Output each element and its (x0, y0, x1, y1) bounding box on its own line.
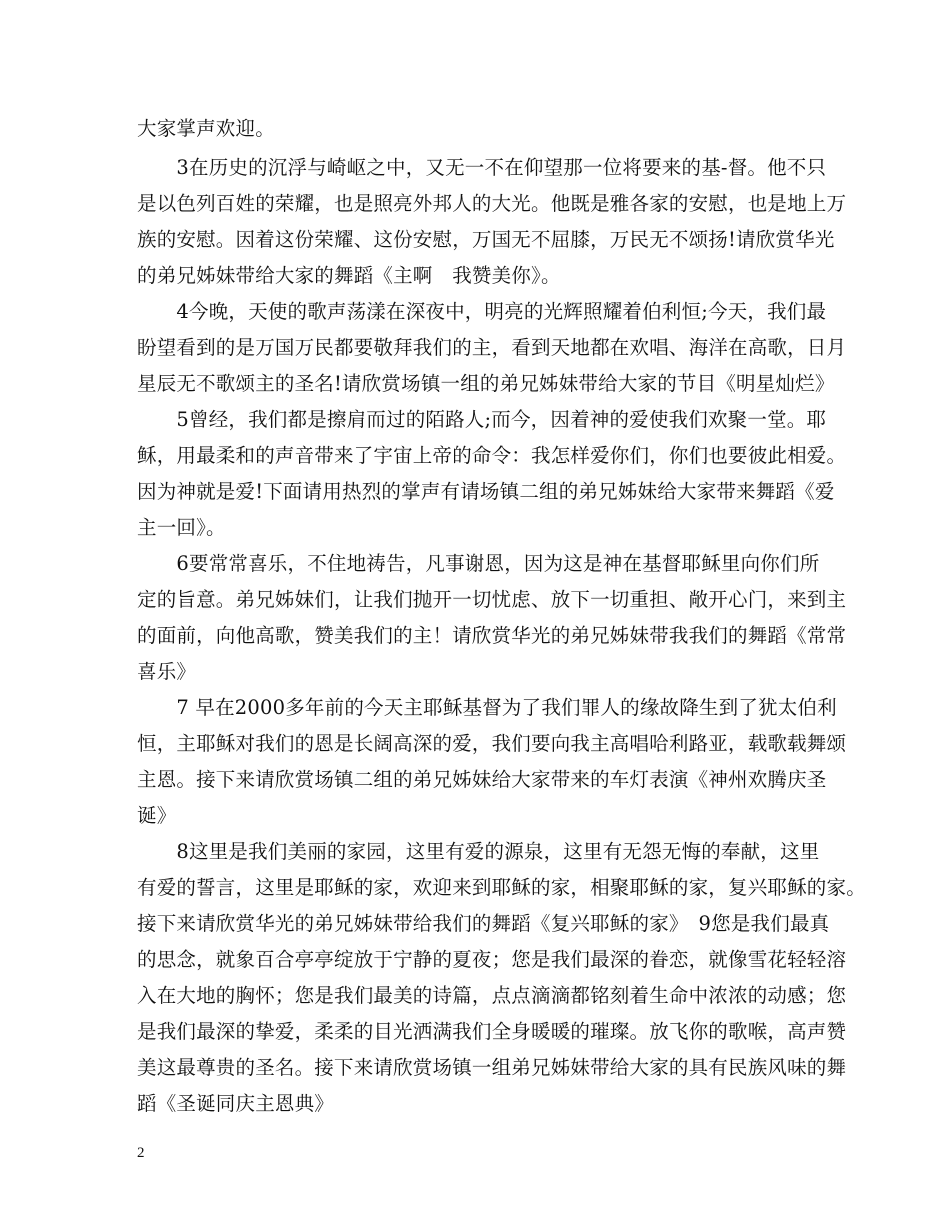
text-line: 喜乐》 (137, 660, 197, 683)
text-line: 美这最尊贵的圣名。接下来请欣赏场镇一组弟兄姊妹带给大家的具有民族风味的舞 (137, 1056, 847, 1079)
text-line: 族的安慰。因着这份荣耀、这份安慰，万国无不屈膝，万民无不颂扬!请欣赏华光 (137, 228, 835, 251)
text-line: 恒，主耶稣对我们的恩是长阔高深的爱，我们要向我主高唱哈利路亚，载歌载舞颂 (137, 732, 847, 755)
text-line: 主一回》。 (137, 516, 226, 539)
text-line: 因为神就是爱!下面请用热烈的掌声有请场镇二组的弟兄姊妹给大家带来舞蹈《爱 (137, 480, 835, 503)
page-number: 2 (137, 1145, 145, 1161)
text-line: 盼望看到的是万国万民都要敬拜我们的主，看到天地都在欢唱、海洋在高歌，日月 (137, 336, 847, 359)
text-line: 有爱的誓言，这里是耶稣的家，欢迎来到耶稣的家，相聚耶稣的家，复兴耶稣的家。 (137, 876, 866, 899)
text-line: 5曾经，我们都是擦肩而过的陌路人;而今，因着神的爱使我们欢聚一堂。耶 (137, 408, 827, 431)
text-line: 星辰无不歌颂主的圣名!请欣赏场镇一组的弟兄姊妹带给大家的节目《明星灿烂》 (137, 372, 835, 395)
text-line: 接下来请欣赏华光的弟兄姊妹带给我们的舞蹈《复兴耶稣的家》 9您是我们最真 (137, 912, 830, 935)
text-line: 8这里是我们美丽的家园，这里有爱的源泉，这里有无怨无悔的奉献，这里 (137, 840, 820, 863)
text-line: 的思念，就象百合亭亭绽放于宁静的夏夜；您是我们最深的眷恋，就像雪花轻轻溶 (137, 948, 847, 971)
text-line: 是我们最深的挚爱，柔柔的目光洒满我们全身暖暖的璀璨。放飞你的歌喉，高声赞 (137, 1020, 847, 1043)
text-line: 蹈《圣诞同庆主恩典》 (137, 1092, 335, 1115)
text-line: 稣，用最柔和的声音带来了宇宙上帝的命令：我怎样爱你们，你们也要彼此相爱。 (137, 444, 847, 467)
text-line: 大家掌声欢迎。 (137, 117, 275, 140)
text-line: 定的旨意。弟兄姊妹们，让我们抛开一切忧虑、放下一切重担、敞开心门，来到主 (137, 588, 847, 611)
text-line: 4今晚，天使的歌声荡漾在深夜中，明亮的光辉照耀着伯利恒;今天，我们最 (137, 300, 827, 323)
text-line: 6要常常喜乐，不住地祷告，凡事谢恩，因为这是神在基督耶稣里向你们所 (137, 552, 820, 575)
text-line: 主恩。接下来请欣赏场镇二组的弟兄姊妹给大家带来的车灯表演《神州欢腾庆圣 (137, 768, 827, 791)
text-line: 诞》 (137, 804, 177, 827)
text-line: 入在大地的胸怀；您是我们最美的诗篇，点点滴滴都铭刻着生命中浓浓的动感；您 (137, 984, 847, 1007)
text-line: 是以色列百姓的荣耀，也是照亮外邦人的大光。他既是雅各家的安慰，也是地上万 (137, 192, 847, 215)
text-line: 7 早在2000多年前的今天主耶稣基督为了我们罪人的缘故降生到了犹太伯利 (137, 696, 837, 719)
text-line: 3在历史的沉浮与崎岖之中，又无一不在仰望那一位将要来的基-督。他不只 (137, 156, 827, 179)
text-line: 的面前，向他高歌，赞美我们的主！请欣赏华光的弟兄姊妹带我我们的舞蹈《常常 (137, 624, 847, 647)
text-line: 的弟兄姊妹带给大家的舞蹈《主啊 我赞美你》。 (137, 264, 561, 287)
